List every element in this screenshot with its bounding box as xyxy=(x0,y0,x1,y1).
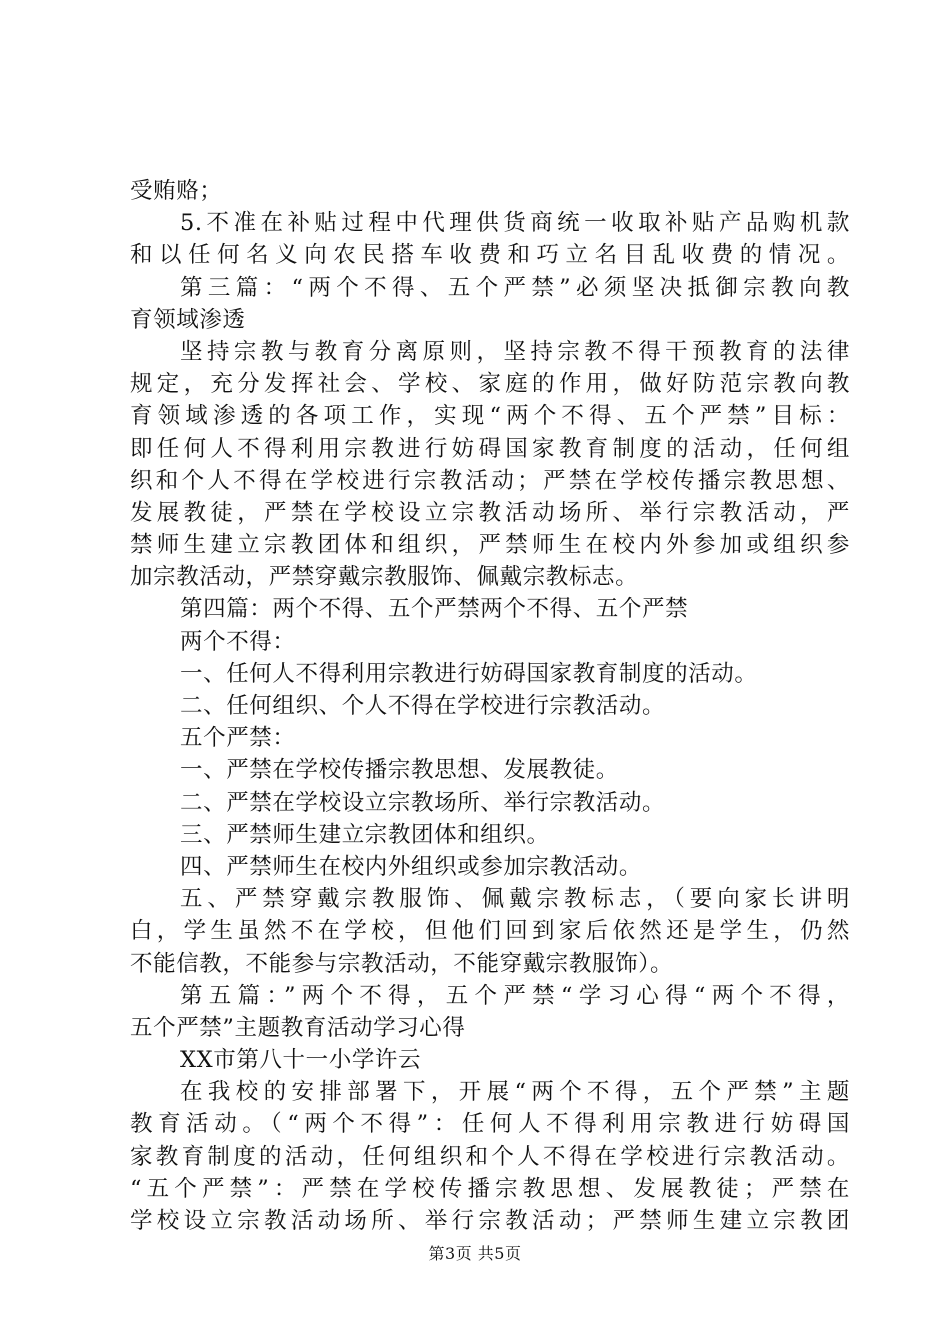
text-line: 禁师生建立宗教团体和组织，严禁师生在校内外参加或组织参 xyxy=(130,532,850,559)
text-line: “五个严禁”：严禁在学校传播宗教思想、发展教徒；严禁在 xyxy=(130,1175,850,1202)
section-heading: 第四篇：两个不得、五个严禁两个不得、五个严禁 xyxy=(180,596,689,623)
text-line: 5.不准在补贴过程中代理供货商统一收取补贴产品购机款 xyxy=(180,210,850,237)
text-line: 织和个人不得在学校进行宗教活动；严禁在学校传播宗教思想、 xyxy=(130,467,850,494)
text-line: 家教育制度的活动，任何组织和个人不得在学校进行宗教活动。 xyxy=(130,1143,850,1170)
section-heading: 五个严禁”主题教育活动学习心得 xyxy=(130,1014,466,1041)
list-item: 五、严禁穿戴宗教服饰、佩戴宗教标志，（要向家长讲明 xyxy=(180,886,850,913)
text-line: 规定，充分发挥社会、学校、家庭的作用，做好防范宗教向教 xyxy=(130,371,850,398)
list-item: 一、任何人不得利用宗教进行妨碍国家教育制度的活动。 xyxy=(180,660,758,687)
document-body xyxy=(130,175,850,1237)
text-line: 学校设立宗教活动场所、举行宗教活动；严禁师生建立宗教团 xyxy=(130,1208,850,1234)
list-item: 三、严禁师生建立宗教团体和组织。 xyxy=(180,821,550,848)
text-line: 加宗教活动，严禁穿戴宗教服饰、佩戴宗教标志。 xyxy=(130,564,639,591)
list-item: 四、严禁师生在校内外组织或参加宗教活动。 xyxy=(180,853,643,880)
text-line: 五个严禁： xyxy=(180,725,296,752)
text-line: 和以任何名义向农民搭车收费和巧立名目乱收费的情况。 xyxy=(130,242,850,269)
list-item: 二、严禁在学校设立宗教场所、举行宗教活动。 xyxy=(180,789,666,816)
section-heading: 第五篇：”两个不得，五个严禁“学习心得“两个不得， xyxy=(180,982,850,1009)
text-line: 育领域渗透的各项工作，实现“两个不得、五个严禁”目标： xyxy=(130,403,850,430)
list-item: 二、任何组织、个人不得在学校进行宗教活动。 xyxy=(180,693,666,719)
section-heading: 第三篇：“两个不得、五个严禁”必须坚决抵御宗教向教 xyxy=(180,274,850,301)
text-line: 白，学生虽然不在学校，但他们回到家后依然还是学生，仍然 xyxy=(130,918,850,945)
text-line: 坚持宗教与教育分离原则，坚持宗教不得干预教育的法律 xyxy=(180,338,850,365)
text-line: 发展教徒，严禁在学校设立宗教活动场所、举行宗教活动，严 xyxy=(130,499,850,526)
author-line: XX市第八十一小学许云 xyxy=(180,1047,422,1074)
text-line: 受贿赂； xyxy=(130,178,223,204)
text-line: 教育活动。（“两个不得”：任何人不得利用宗教进行妨碍国 xyxy=(130,1111,850,1138)
page-number: 第3页 共5页 xyxy=(428,1244,522,1263)
text-line: 即任何人不得利用宗教进行妨碍国家教育制度的活动，任何组 xyxy=(130,435,850,462)
text-line: 在我校的安排部署下，开展“两个不得，五个严禁”主题 xyxy=(180,1079,850,1106)
text-line: 不能信教，不能参与宗教活动，不能穿戴宗教服饰）。 xyxy=(130,950,674,977)
section-heading: 育领域渗透 xyxy=(130,306,246,333)
text-line: 两个不得： xyxy=(180,628,296,655)
list-item: 一、严禁在学校传播宗教思想、发展教徒。 xyxy=(180,757,619,784)
